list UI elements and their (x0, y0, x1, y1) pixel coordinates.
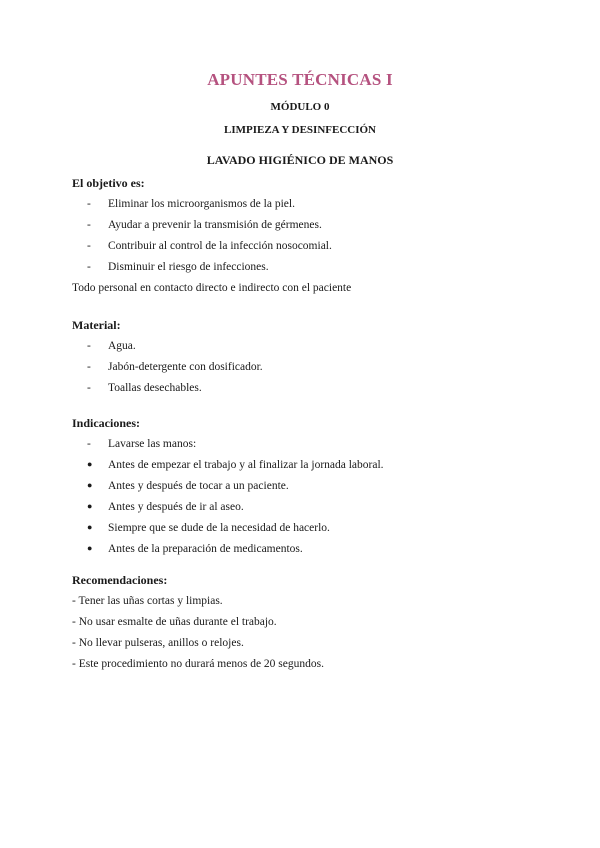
dash-marker: - (87, 261, 91, 273)
list-item: ● Siempre que se dude de la necesidad de hacerlo. (87, 522, 330, 534)
list-item: ● Antes y después de ir al aseo. (87, 501, 244, 513)
list-item: - Jabón-detergente con dosificador. (87, 361, 263, 373)
list-item: ● Antes de la preparación de medicamentos. (87, 543, 303, 555)
bullet-icon: ● (87, 501, 93, 511)
list-item: - Eliminar los microorganismos de la piel. (87, 198, 295, 210)
dash-marker: - (87, 198, 91, 210)
list-item: - Lavarse las manos: (87, 438, 197, 450)
dash-marker: - (87, 340, 91, 352)
dash-marker: - (87, 438, 91, 450)
list-item: - Toallas desechables. (87, 382, 202, 394)
bullet-icon: ● (87, 459, 93, 469)
bullet-icon: ● (87, 522, 93, 532)
section-title: LAVADO HIGIÉNICO DE MANOS (206, 153, 394, 167)
recomendaciones-heading: Recomendaciones: (72, 573, 168, 587)
list-item: - Agua. (87, 340, 136, 352)
dash-marker: - (87, 382, 91, 394)
dash-marker: - (87, 361, 91, 373)
list-item: - Ayudar a prevenir la transmisión de gérmenes. (87, 219, 322, 231)
dash-marker: - (87, 240, 91, 252)
list-item: - Tener las uñas cortas y limpias. (72, 595, 223, 607)
module-label: MÓDULO 0 (270, 101, 330, 113)
bullet-icon: ● (87, 480, 93, 490)
topic-label: LIMPIEZA Y DESINFECCIÓN (224, 124, 376, 136)
list-item: - Este procedimiento no durará menos de 20 segundos. (72, 658, 324, 670)
objetivo-note: Todo personal en contacto directo e indirecto con el paciente (72, 282, 352, 294)
list-item: - No llevar pulseras, anillos o relojes. (72, 637, 244, 649)
dash-marker: - (87, 219, 91, 231)
material-heading: Material: (72, 318, 121, 332)
indicaciones-heading: Indicaciones: (72, 416, 141, 430)
list-item: - No usar esmalte de uñas durante el trabajo. (72, 616, 277, 628)
objetivo-heading: El objetivo es: (72, 176, 145, 190)
bullet-icon: ● (87, 543, 93, 553)
list-item: - Contribuir al control de la infección nosocomial. (87, 240, 332, 252)
document-title: APUNTES TÉCNICAS I (207, 70, 393, 89)
list-item: ● Antes de empezar el trabajo y al finalizar la jornada laboral. (87, 459, 384, 471)
list-item: ● Antes y después de tocar a un paciente. (87, 480, 289, 492)
list-item: - Disminuir el riesgo de infecciones. (87, 261, 269, 273)
